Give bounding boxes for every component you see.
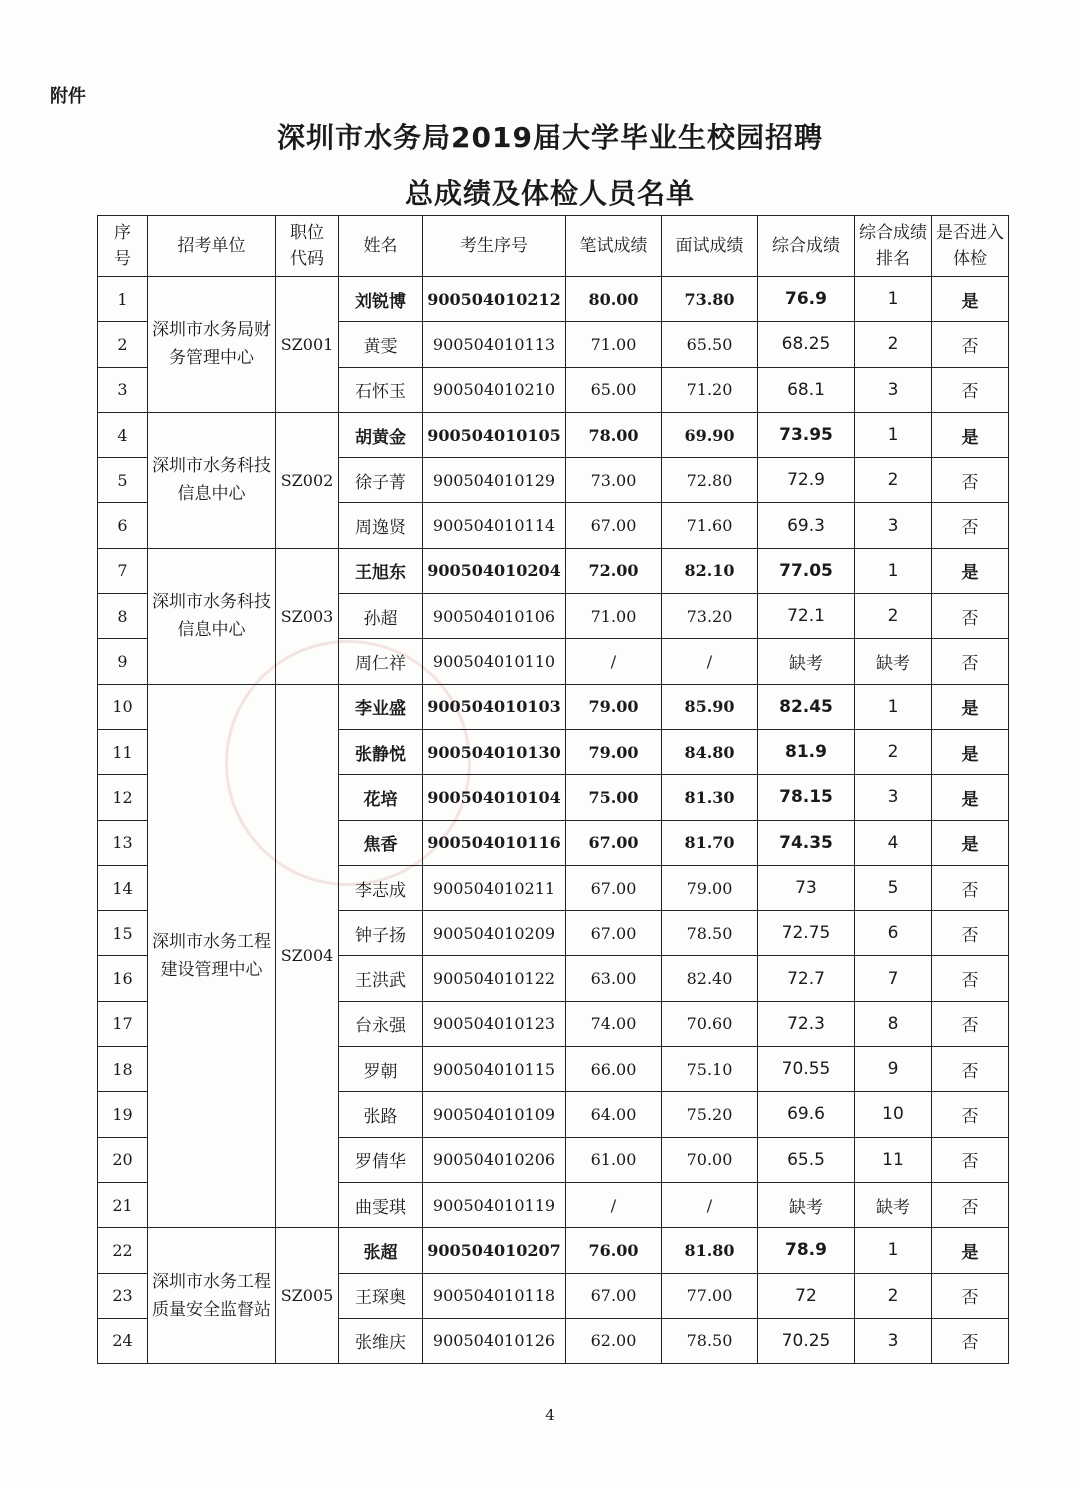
cell-rank: 1 [855, 1228, 932, 1273]
cell-written: 67.00 [566, 1273, 662, 1318]
cell-rank: 2 [855, 729, 932, 774]
cell-interview: 84.80 [662, 729, 758, 774]
header-code: 职位代码 [276, 216, 339, 277]
cell-total: 72.1 [758, 594, 855, 639]
cell-unit: 深圳市水务工程质量安全监督站 [148, 1228, 276, 1364]
page-number: 4 [545, 1406, 555, 1424]
cell-rank: 10 [855, 1092, 932, 1137]
cell-total: 76.9 [758, 277, 855, 322]
cell-physical: 否 [932, 639, 1009, 684]
cell-name: 黄雯 [339, 322, 423, 367]
cell-physical: 否 [932, 1182, 1009, 1227]
cell-exam-no: 900504010210 [423, 367, 566, 412]
cell-written: 74.00 [566, 1001, 662, 1046]
cell-total: 73 [758, 865, 855, 910]
cell-physical: 否 [932, 865, 1009, 910]
cell-exam-no: 900504010103 [423, 684, 566, 729]
cell-rank: 3 [855, 367, 932, 412]
cell-interview: 78.50 [662, 1318, 758, 1363]
cell-written: 79.00 [566, 729, 662, 774]
cell-written: 71.00 [566, 594, 662, 639]
cell-seq: 17 [98, 1001, 148, 1046]
cell-code: SZ004 [276, 684, 339, 1228]
table-header-row [98, 216, 1009, 277]
cell-name: 花培 [339, 775, 423, 820]
cell-written: / [566, 1182, 662, 1227]
cell-seq: 6 [98, 503, 148, 548]
cell-physical: 否 [932, 1001, 1009, 1046]
cell-interview: 81.80 [662, 1228, 758, 1273]
cell-interview: 70.00 [662, 1137, 758, 1182]
cell-exam-no: 900504010115 [423, 1047, 566, 1092]
cell-exam-no: 900504010122 [423, 956, 566, 1001]
cell-interview: 73.20 [662, 594, 758, 639]
header-total: 综合成绩 [758, 216, 855, 277]
cell-total: 70.55 [758, 1047, 855, 1092]
cell-physical: 是 [932, 775, 1009, 820]
cell-physical: 是 [932, 277, 1009, 322]
cell-physical: 否 [932, 503, 1009, 548]
cell-physical: 否 [932, 1047, 1009, 1092]
cell-exam-no: 900504010126 [423, 1318, 566, 1363]
table-row [98, 548, 1009, 593]
header-exam-no: 考生序号 [423, 216, 566, 277]
cell-rank: 6 [855, 911, 932, 956]
cell-exam-no: 900504010106 [423, 594, 566, 639]
cell-written: 71.00 [566, 322, 662, 367]
cell-interview: 70.60 [662, 1001, 758, 1046]
cell-unit: 深圳市水务工程建设管理中心 [148, 684, 276, 1228]
cell-rank: 1 [855, 412, 932, 457]
cell-seq: 20 [98, 1137, 148, 1182]
cell-exam-no: 900504010105 [423, 412, 566, 457]
cell-total: 缺考 [758, 639, 855, 684]
cell-seq: 11 [98, 729, 148, 774]
cell-exam-no: 900504010104 [423, 775, 566, 820]
header-seq: 序号 [98, 216, 148, 277]
cell-seq: 2 [98, 322, 148, 367]
cell-exam-no: 900504010123 [423, 1001, 566, 1046]
cell-name: 张超 [339, 1228, 423, 1273]
cell-physical: 否 [932, 1273, 1009, 1318]
cell-exam-no: 900504010114 [423, 503, 566, 548]
cell-name: 孙超 [339, 594, 423, 639]
cell-rank: 4 [855, 820, 932, 865]
page-subtitle: 总成绩及体检人员名单 [404, 177, 695, 210]
cell-rank: 2 [855, 322, 932, 367]
cell-interview: / [662, 639, 758, 684]
cell-total: 69.3 [758, 503, 855, 548]
cell-total: 70.25 [758, 1318, 855, 1363]
cell-written: 61.00 [566, 1137, 662, 1182]
cell-rank: 7 [855, 956, 932, 1001]
cell-physical: 是 [932, 1228, 1009, 1273]
cell-total: 78.9 [758, 1228, 855, 1273]
cell-code: SZ001 [276, 277, 339, 413]
cell-physical: 否 [932, 1318, 1009, 1363]
cell-exam-no: 900504010116 [423, 820, 566, 865]
cell-physical: 否 [932, 594, 1009, 639]
cell-name: 周仁祥 [339, 639, 423, 684]
cell-written: 67.00 [566, 503, 662, 548]
cell-seq: 1 [98, 277, 148, 322]
cell-total: 72.7 [758, 956, 855, 1001]
cell-interview: 82.40 [662, 956, 758, 1001]
cell-written: 66.00 [566, 1047, 662, 1092]
cell-exam-no: 900504010113 [423, 322, 566, 367]
cell-written: 67.00 [566, 865, 662, 910]
header-physical: 是否进入体检 [932, 216, 1009, 277]
cell-total: 缺考 [758, 1182, 855, 1227]
cell-written: 78.00 [566, 412, 662, 457]
cell-name: 李业盛 [339, 684, 423, 729]
cell-written: 73.00 [566, 458, 662, 503]
cell-physical: 是 [932, 684, 1009, 729]
cell-name: 胡黄金 [339, 412, 423, 457]
cell-interview: 75.10 [662, 1047, 758, 1092]
cell-code: SZ003 [276, 548, 339, 684]
cell-exam-no: 900504010204 [423, 548, 566, 593]
cell-written: 63.00 [566, 956, 662, 1001]
cell-written: 67.00 [566, 820, 662, 865]
cell-total: 74.35 [758, 820, 855, 865]
header-written: 笔试成绩 [566, 216, 662, 277]
cell-rank: 1 [855, 277, 932, 322]
cell-seq: 24 [98, 1318, 148, 1363]
cell-interview: 73.80 [662, 277, 758, 322]
cell-code: SZ005 [276, 1228, 339, 1364]
cell-exam-no: 900504010129 [423, 458, 566, 503]
cell-name: 钟子扬 [339, 911, 423, 956]
cell-name: 张维庆 [339, 1318, 423, 1363]
cell-name: 徐子菁 [339, 458, 423, 503]
cell-physical: 是 [932, 729, 1009, 774]
cell-exam-no: 900504010209 [423, 911, 566, 956]
cell-written: 64.00 [566, 1092, 662, 1137]
cell-seq: 21 [98, 1182, 148, 1227]
cell-seq: 13 [98, 820, 148, 865]
cell-rank: 2 [855, 594, 932, 639]
cell-total: 77.05 [758, 548, 855, 593]
cell-physical: 是 [932, 412, 1009, 457]
cell-written: 76.00 [566, 1228, 662, 1273]
cell-interview: 71.20 [662, 367, 758, 412]
cell-written: 62.00 [566, 1318, 662, 1363]
cell-name: 台永强 [339, 1001, 423, 1046]
cell-interview: 75.20 [662, 1092, 758, 1137]
cell-name: 张路 [339, 1092, 423, 1137]
cell-exam-no: 900504010130 [423, 729, 566, 774]
cell-seq: 10 [98, 684, 148, 729]
cell-seq: 19 [98, 1092, 148, 1137]
cell-interview: 81.70 [662, 820, 758, 865]
cell-exam-no: 900504010119 [423, 1182, 566, 1227]
cell-rank: 5 [855, 865, 932, 910]
cell-written: 67.00 [566, 911, 662, 956]
table-row [98, 412, 1009, 457]
cell-written: 80.00 [566, 277, 662, 322]
cell-total: 81.9 [758, 729, 855, 774]
cell-physical: 否 [932, 367, 1009, 412]
cell-interview: / [662, 1182, 758, 1227]
cell-total: 72 [758, 1273, 855, 1318]
cell-seq: 5 [98, 458, 148, 503]
cell-name: 王洪武 [339, 956, 423, 1001]
cell-exam-no: 900504010118 [423, 1273, 566, 1318]
cell-total: 78.15 [758, 775, 855, 820]
cell-rank: 3 [855, 775, 932, 820]
cell-total: 68.25 [758, 322, 855, 367]
cell-total: 72.9 [758, 458, 855, 503]
cell-interview: 79.00 [662, 865, 758, 910]
cell-written: 72.00 [566, 548, 662, 593]
cell-name: 刘锐博 [339, 277, 423, 322]
cell-physical: 是 [932, 820, 1009, 865]
cell-name: 曲雯琪 [339, 1182, 423, 1227]
cell-name: 罗朝 [339, 1047, 423, 1092]
cell-name: 王旭东 [339, 548, 423, 593]
cell-rank: 3 [855, 503, 932, 548]
table-row [98, 1228, 1009, 1273]
cell-written: 79.00 [566, 684, 662, 729]
cell-rank: 11 [855, 1137, 932, 1182]
cell-unit: 深圳市水务局财务管理中心 [148, 277, 276, 413]
page-title: 深圳市水务局2019届大学毕业生校园招聘 [277, 121, 823, 154]
cell-rank: 1 [855, 548, 932, 593]
cell-rank: 8 [855, 1001, 932, 1046]
cell-written: 65.00 [566, 367, 662, 412]
cell-interview: 72.80 [662, 458, 758, 503]
cell-code: SZ002 [276, 412, 339, 548]
results-table [97, 215, 1009, 1364]
cell-exam-no: 900504010109 [423, 1092, 566, 1137]
cell-total: 82.45 [758, 684, 855, 729]
cell-total: 65.5 [758, 1137, 855, 1182]
cell-name: 石怀玉 [339, 367, 423, 412]
cell-total: 72.75 [758, 911, 855, 956]
cell-name: 焦香 [339, 820, 423, 865]
cell-unit: 深圳市水务科技信息中心 [148, 412, 276, 548]
cell-interview: 81.30 [662, 775, 758, 820]
cell-interview: 78.50 [662, 911, 758, 956]
cell-exam-no: 900504010207 [423, 1228, 566, 1273]
cell-interview: 69.90 [662, 412, 758, 457]
table-row [98, 277, 1009, 322]
cell-seq: 18 [98, 1047, 148, 1092]
cell-physical: 否 [932, 458, 1009, 503]
cell-seq: 22 [98, 1228, 148, 1273]
cell-rank: 9 [855, 1047, 932, 1092]
cell-rank: 2 [855, 1273, 932, 1318]
cell-rank: 2 [855, 458, 932, 503]
cell-total: 72.3 [758, 1001, 855, 1046]
cell-rank: 缺考 [855, 1182, 932, 1227]
cell-exam-no: 900504010206 [423, 1137, 566, 1182]
cell-rank: 3 [855, 1318, 932, 1363]
cell-exam-no: 900504010110 [423, 639, 566, 684]
cell-physical: 否 [932, 322, 1009, 367]
cell-seq: 4 [98, 412, 148, 457]
cell-written: / [566, 639, 662, 684]
header-name: 姓名 [339, 216, 423, 277]
cell-seq: 3 [98, 367, 148, 412]
cell-seq: 7 [98, 548, 148, 593]
cell-seq: 16 [98, 956, 148, 1001]
cell-physical: 是 [932, 548, 1009, 593]
header-unit: 招考单位 [148, 216, 276, 277]
table-row [98, 684, 1009, 729]
cell-name: 罗倩华 [339, 1137, 423, 1182]
cell-seq: 12 [98, 775, 148, 820]
header-rank: 综合成绩排名 [855, 216, 932, 277]
cell-exam-no: 900504010212 [423, 277, 566, 322]
cell-interview: 82.10 [662, 548, 758, 593]
cell-total: 69.6 [758, 1092, 855, 1137]
cell-seq: 23 [98, 1273, 148, 1318]
cell-seq: 9 [98, 639, 148, 684]
cell-name: 周逸贤 [339, 503, 423, 548]
cell-exam-no: 900504010211 [423, 865, 566, 910]
cell-seq: 15 [98, 911, 148, 956]
cell-physical: 否 [932, 1137, 1009, 1182]
cell-name: 李志成 [339, 865, 423, 910]
cell-physical: 否 [932, 911, 1009, 956]
cell-seq: 14 [98, 865, 148, 910]
cell-interview: 77.00 [662, 1273, 758, 1318]
cell-name: 王琛奥 [339, 1273, 423, 1318]
cell-total: 73.95 [758, 412, 855, 457]
cell-unit: 深圳市水务科技信息中心 [148, 548, 276, 684]
attachment-label: 附件 [50, 86, 86, 107]
cell-rank: 缺考 [855, 639, 932, 684]
cell-name: 张静悦 [339, 729, 423, 774]
cell-physical: 否 [932, 956, 1009, 1001]
cell-interview: 71.60 [662, 503, 758, 548]
cell-written: 75.00 [566, 775, 662, 820]
cell-total: 68.1 [758, 367, 855, 412]
cell-rank: 1 [855, 684, 932, 729]
header-interview: 面试成绩 [662, 216, 758, 277]
cell-interview: 85.90 [662, 684, 758, 729]
cell-physical: 否 [932, 1092, 1009, 1137]
cell-seq: 8 [98, 594, 148, 639]
cell-interview: 65.50 [662, 322, 758, 367]
table-body [98, 277, 1009, 1364]
